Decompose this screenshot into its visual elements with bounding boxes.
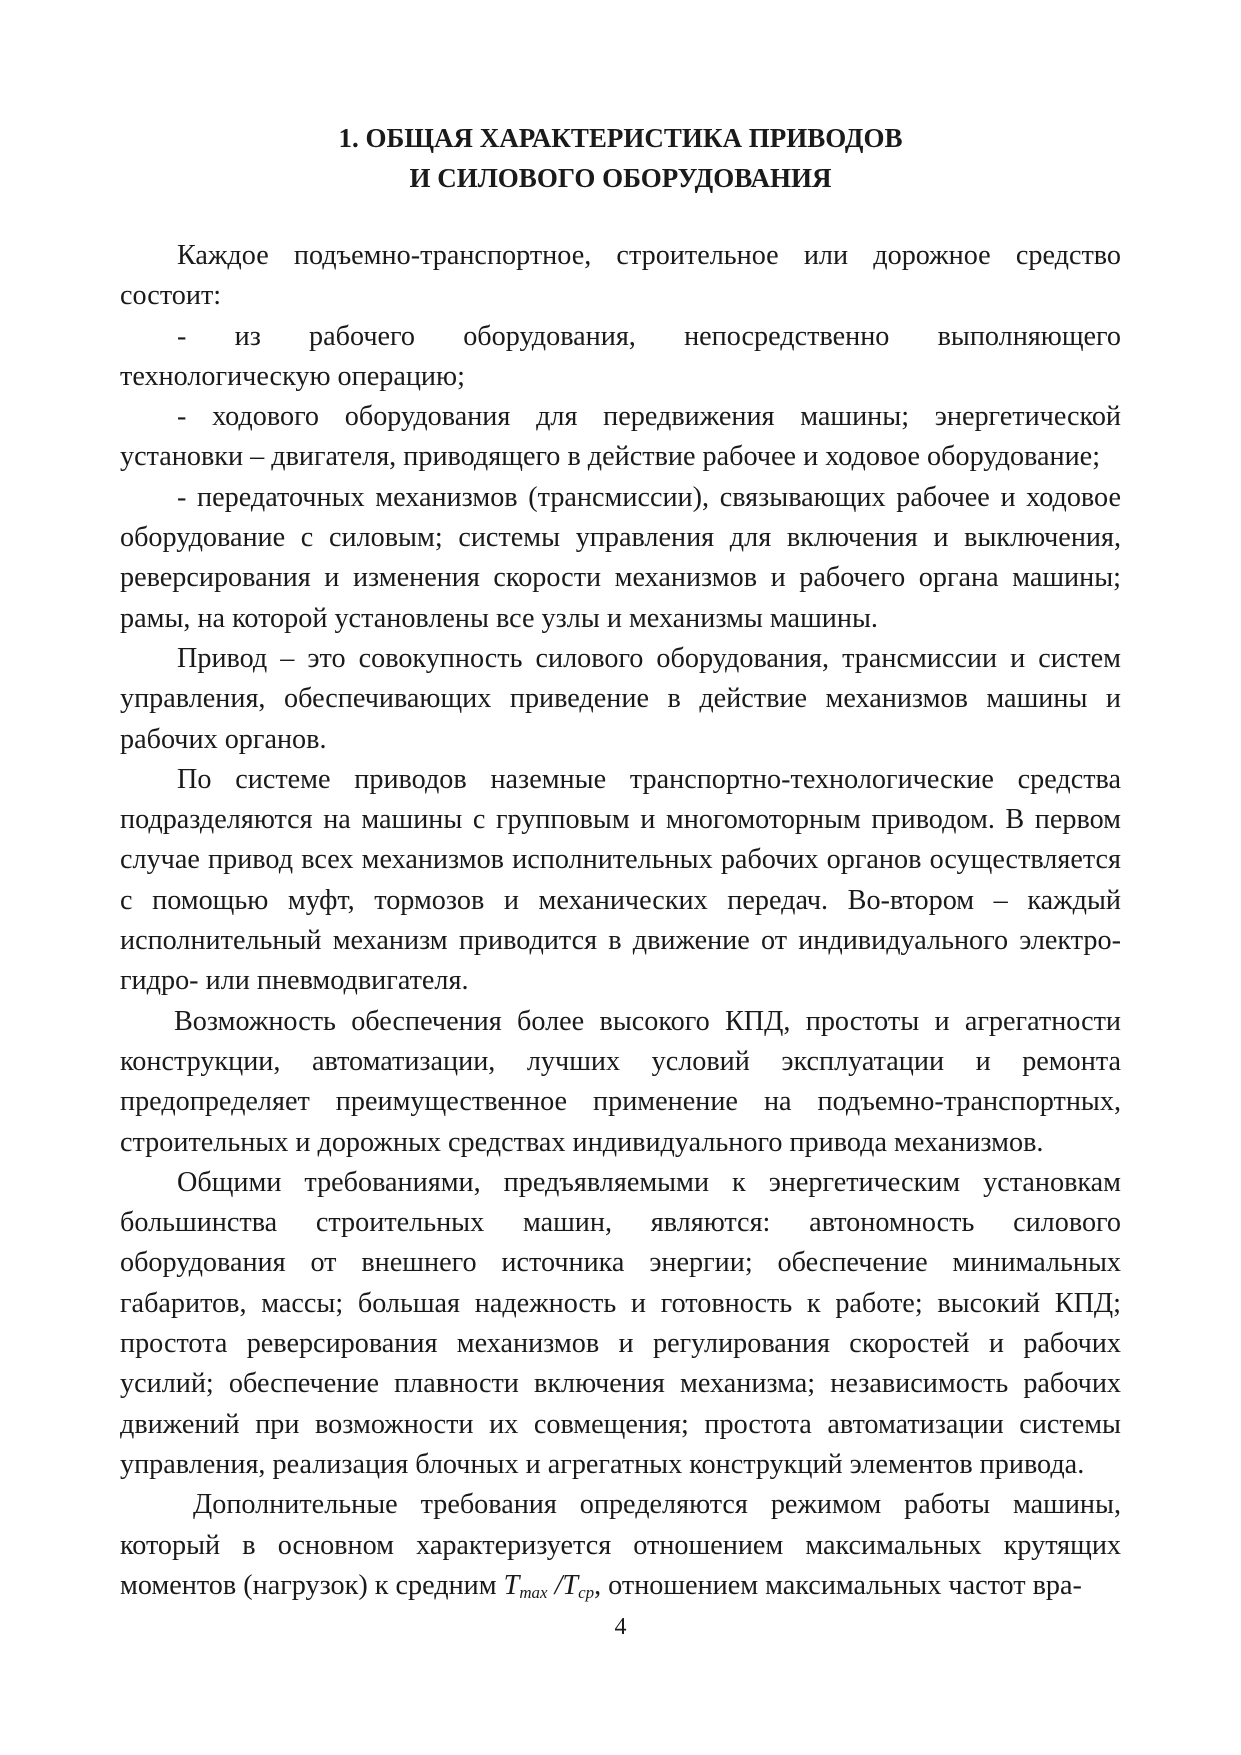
chapter-heading-line-1: 1. ОБЩАЯ ХАРАКТЕРИСТИКА ПРИВОДОВ — [338, 123, 903, 153]
body-text — [120, 236, 1121, 1613]
list-item-transmission: - передаточных механизмов (трансмиссии), связывающих рабочее и ходовое оборудование с силовым; системы управления для включения и выключения, реверсирования и изменения скорости механизмов и рабочего органа машины; рамы, на которой установлены все узлы и механизмы машины. — [120, 481, 1121, 634]
torque-max-symbol: $T_{max}$ — [503, 1569, 548, 1603]
additional-requirements-text: Дополнительные требования определяются режимом работы машины, который в основном характеризуется отношением максимальных крутящих моментов (нагрузок) к средним — [120, 1489, 1121, 1601]
paragraph-general-requirements: Общими требованиями, предъявляемыми к энергетическим установкам большинства строительных машин, являются: автономность силового оборудования от внешнего источника энергии; обеспечение минимальных габаритов, массы; большая надежность и готовность к работе; высокий КПД; простота реверсирования механизмов и регулирования скоростей и рабочих усилий; обеспечение плавности включения механизма; независимость рабочих движений при возможности их совмещения; простота автоматизации системы управления, реализация блочных и агрегатных конструкций элементов привода. — [120, 1166, 1121, 1480]
list-item-working-equipment: - из рабочего оборудования, непосредственно выполняющего технологическую операцию; — [120, 320, 1121, 392]
chapter-heading — [120, 118, 1121, 198]
paragraph-additional-requirements — [120, 1485, 1121, 1613]
list-item-running-equipment: - ходового оборудования для передвижения машины; энергетической установки – двигателя, приводящего в действие рабочее и ходовое оборудование; — [120, 401, 1121, 473]
chapter-heading-line-2: И СИЛОВОГО ОБОРУДОВАНИЯ — [409, 163, 832, 193]
paragraph-drive-definition: Привод – это совокупность силового оборудования, трансмиссии и систем управления, обеспечивающих приведение в действие механизмов машины и рабочих органов. — [120, 642, 1121, 755]
paragraph-drive-systems: По системе приводов наземные транспортно-технологические средства подразделяются на машины с групповым и многомоторным приводом. В первом случае привод всех механизмов исполнительных рабочих органов осуществляется с помощью муфт, тормозов и механических передач. Во-втором – каждый исполнительный механизм приводится в движение от индивидуального электро- гидро- или пневмодвигателя. — [120, 763, 1121, 997]
ratio-slash: / — [547, 1569, 563, 1601]
paragraph-intro: Каждое подъемно-транспортное, строительное или дорожное средство состоит: — [120, 240, 1121, 312]
additional-requirements-text-end: , отношением максимальных частот вра- — [594, 1569, 1082, 1601]
paragraph-individual-drive: Возможность обеспечения более высокого КПД, простоты и агрегатности конструкции, автоматизации, лучших условий эксплуатации и ремонта предопределяет преимущественное применение на подъемно-транспортных, строительных и дорожных средствах индивидуального привода механизмов. — [120, 1005, 1121, 1158]
torque-avg-symbol: $T_{ср}$ — [562, 1569, 595, 1603]
page-number: 4 — [614, 1614, 627, 1640]
